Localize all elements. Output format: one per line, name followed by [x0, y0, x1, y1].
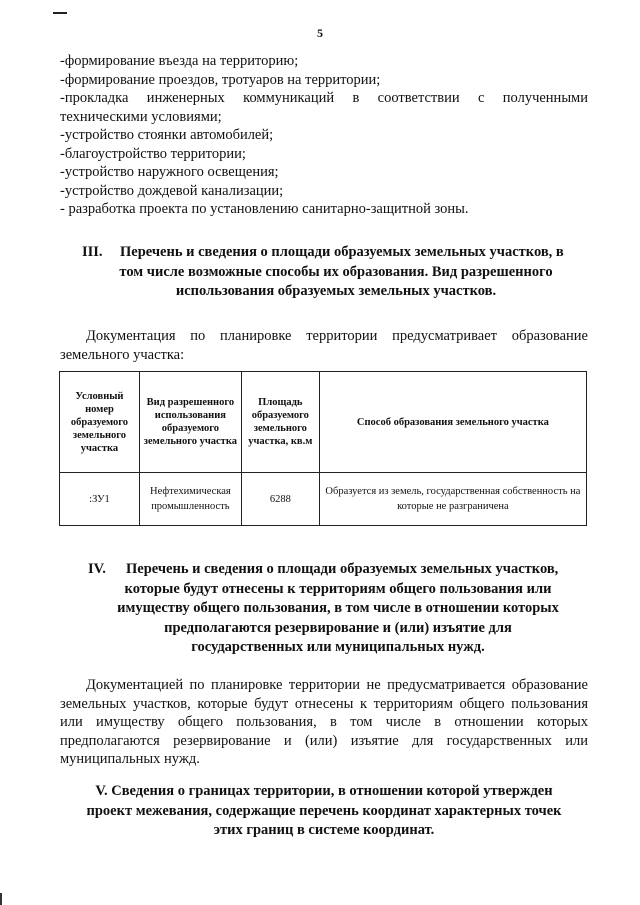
section-3-line: использования образуемых земельных участков.	[175, 283, 497, 299]
section-3-heading	[82, 243, 590, 302]
list-item: -устройство дождевой канализации;	[60, 182, 284, 199]
section-4-heading	[88, 560, 588, 658]
column-header: Вид разрешенного использования образуемого земельного участка	[139, 372, 241, 473]
section-4-line: государственных или муниципальных нужд.	[191, 639, 485, 655]
column-header: Способ образования земельного участка	[319, 372, 586, 473]
plot-area-cell: 6288	[241, 473, 319, 526]
scan-edge-mark	[0, 893, 2, 905]
plot-use-cell: Нефтехимическая промышленность	[139, 473, 241, 526]
section-4-line: которые будут отнесены к территориям общего пользования или	[124, 580, 552, 597]
section-4-line: имуществу общего пользования, в том числе в отношении которых	[117, 600, 559, 616]
section-4-line: Перечень и сведения о площади образуемых земельных участков,	[126, 561, 559, 577]
page-number: 5	[317, 26, 323, 40]
section-5-heading	[60, 782, 588, 841]
section-5-line: проект межевания, содержащие перечень координат характерных точек	[86, 802, 562, 819]
plot-method-cell: Образуется из земель, государственная собственность на которые не разграничена	[319, 473, 586, 526]
column-header: Условный номер образуемого земельного участка	[60, 372, 140, 473]
section-4-paragraph: Документацией по планировке территории не предусматривается образование земельных участков, которые будут отнесены к территориям общего пользования или имуществу общего пользования, в том числе в отношении которых предполагаются резервирование и (или) изъятие для государственных или муниципальных нужд.	[60, 677, 588, 767]
table-row	[60, 473, 587, 526]
list-item: -прокладка инженерных коммуникаций в соответствии с полученными техническими условиями;	[60, 90, 588, 125]
column-header: Площадь образуемого земельного участка, кв.м	[241, 372, 319, 473]
table-header-row	[60, 372, 587, 473]
section-4-line: предполагаются резервирование и (или) изъятие для	[164, 619, 512, 636]
list-item: -устройство наружного освещения;	[60, 164, 279, 180]
list-item: -формирование въезда на территорию;	[60, 53, 299, 69]
section-3-number: III.	[82, 244, 103, 260]
intro-paragraph: Документация по планировке территории предусматривает образование земельного участка:	[60, 328, 588, 363]
requirements-list	[60, 52, 588, 219]
section-3-line: Перечень и сведения о площади образуемых земельных участков, в	[120, 244, 564, 260]
list-item: - разработка проекта по установлению санитарно-защитной зоны.	[60, 201, 469, 217]
section-3-line: том числе возможные способы их образования. Вид разрешенного	[119, 263, 553, 280]
list-item: -формирование проездов, тротуаров на территории;	[60, 71, 381, 88]
list-item: -устройство стоянки автомобилей;	[60, 127, 274, 143]
section-4-number: IV.	[88, 561, 106, 577]
plot-id-cell: :ЗУ1	[60, 473, 140, 526]
list-item: -благоустройство территории;	[60, 145, 246, 162]
scan-mark	[53, 12, 67, 14]
section-5-line: этих границ в системе координат.	[213, 822, 435, 838]
land-plots-table	[59, 371, 587, 526]
section-5-line: V. Сведения о границах территории, в отношении которой утвержден	[95, 783, 553, 799]
